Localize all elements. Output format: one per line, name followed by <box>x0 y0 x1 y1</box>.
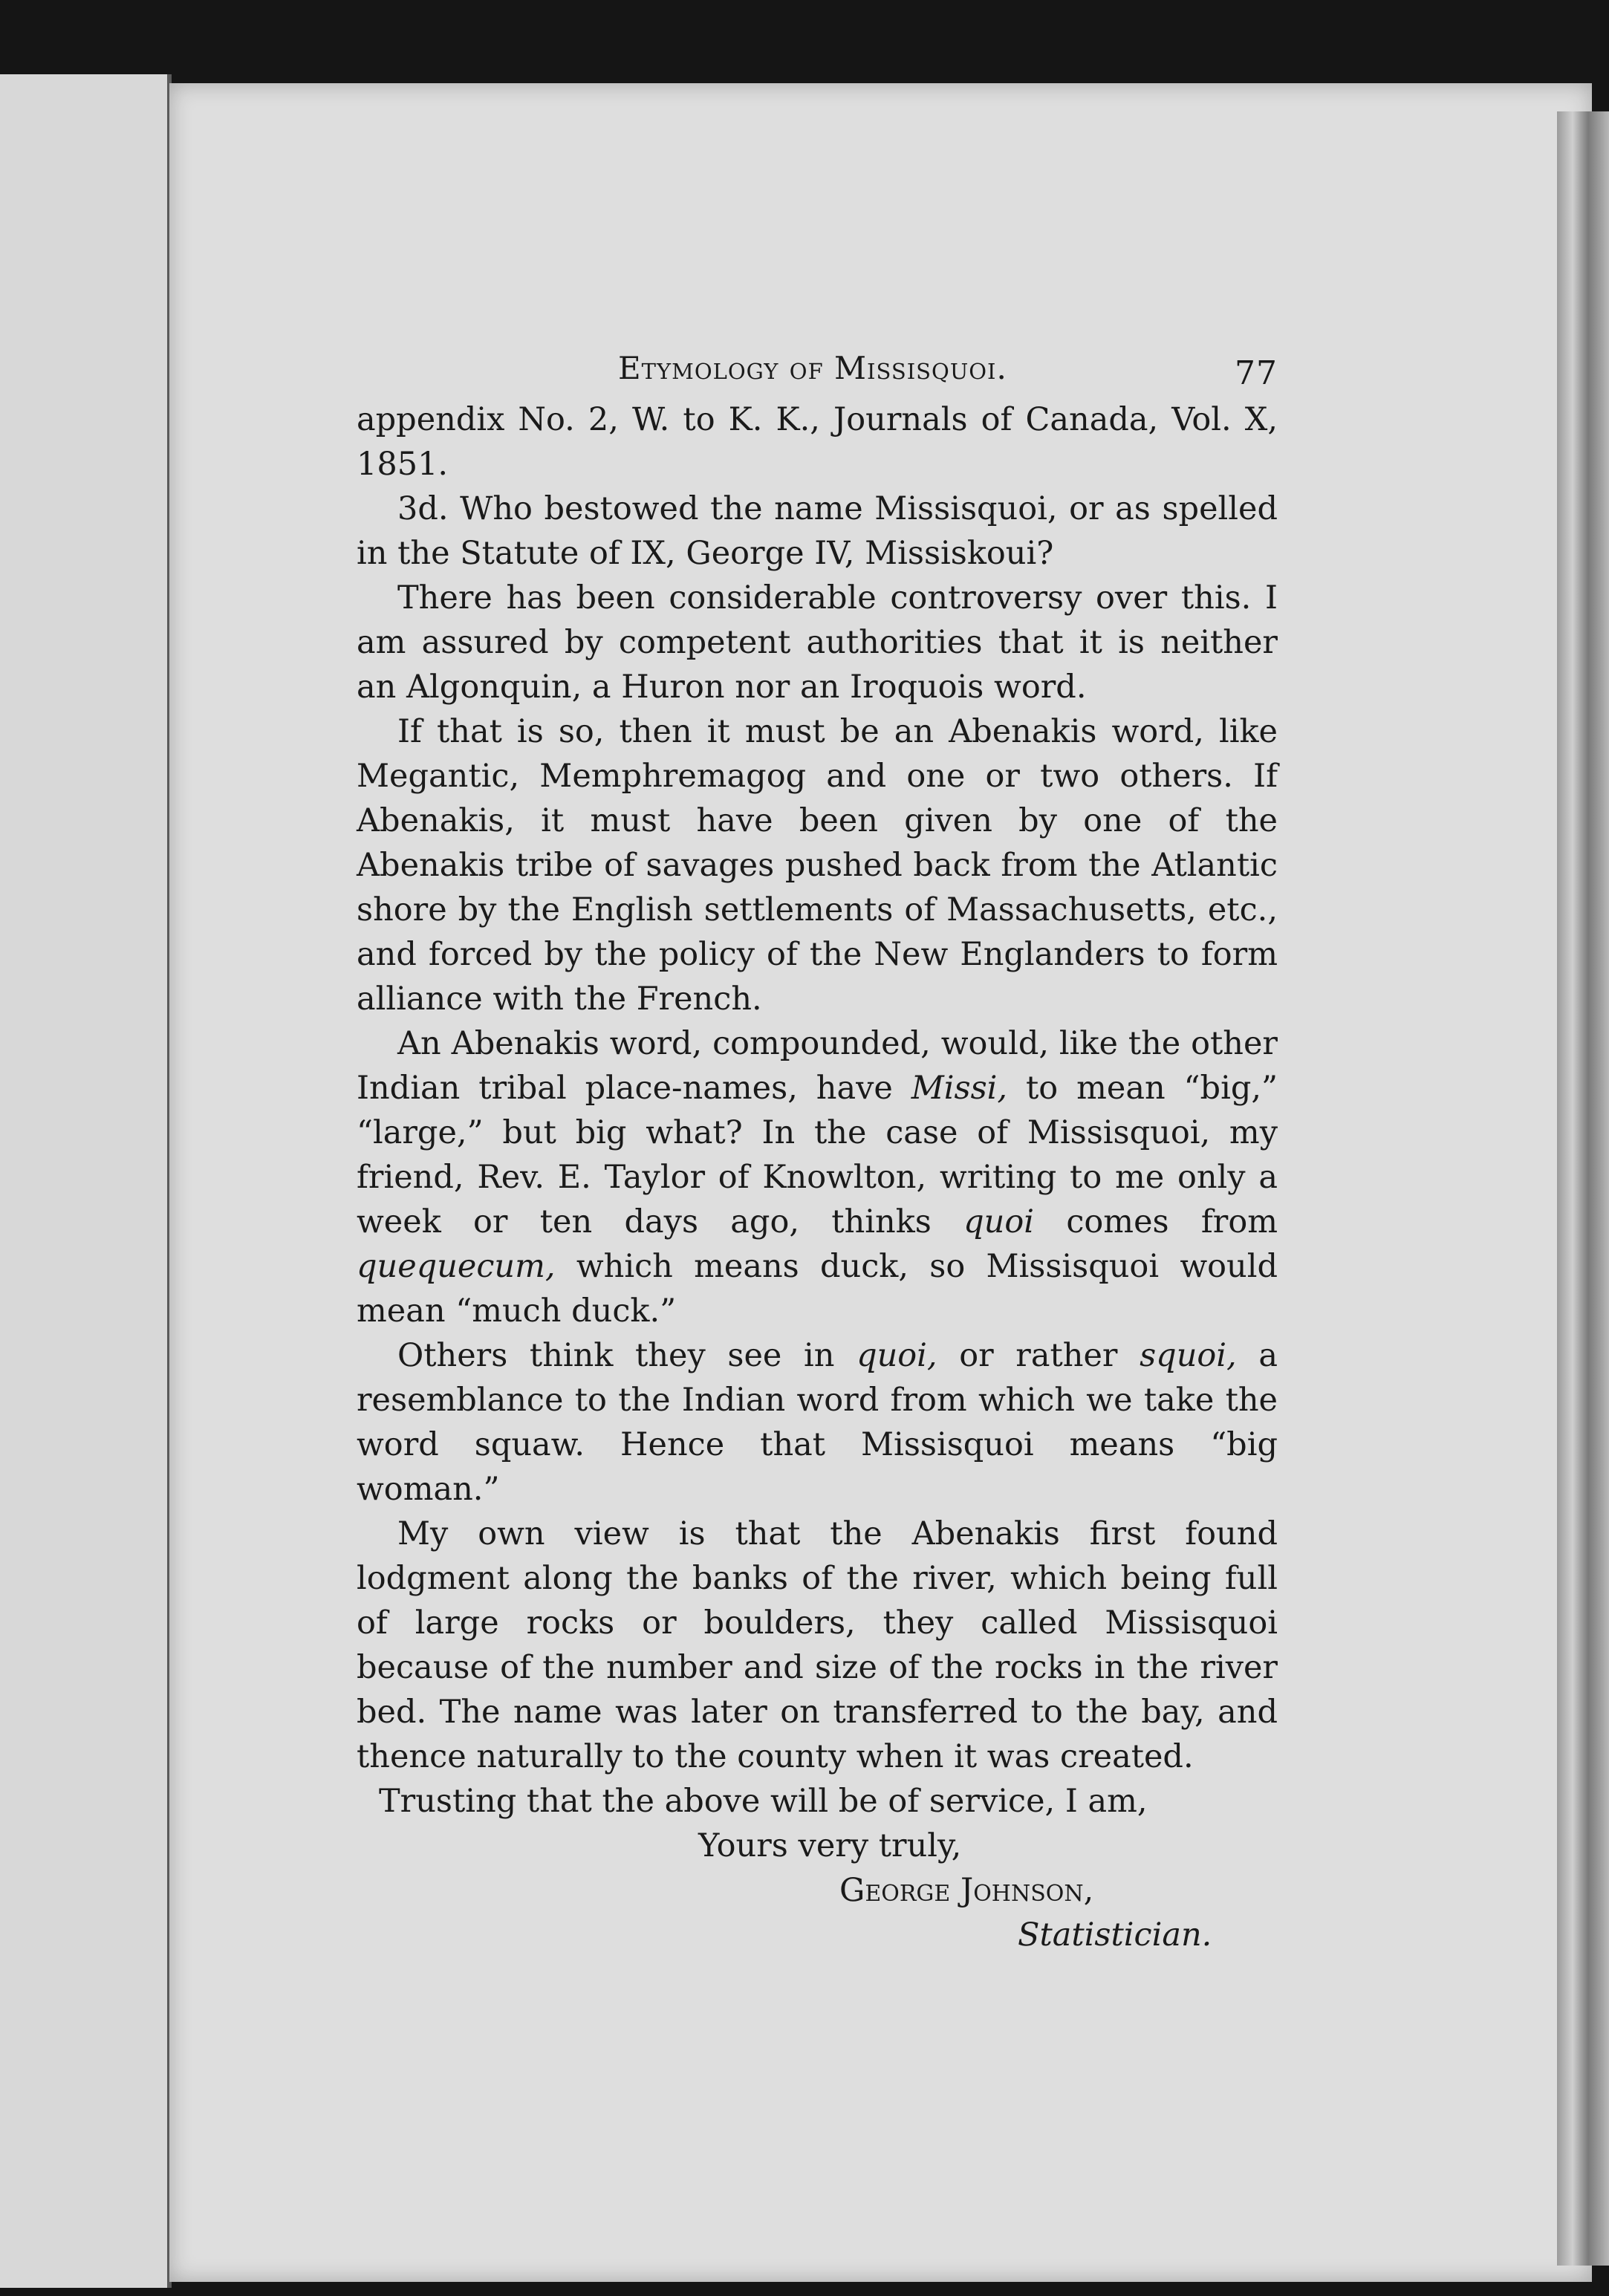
paragraph-2: 3d. Who bestowed the name Missisquoi, or as spelled in the Statute of IX, George IV, Missiskoui? <box>357 490 1278 572</box>
page-stack-edge <box>1557 111 1609 2266</box>
p5-italic-quequecum: quequecum, <box>357 1248 556 1285</box>
p6-text-a: Others think they see in <box>397 1337 857 1374</box>
page-text <box>357 338 1278 1957</box>
p5-italic-quoi: quoi <box>963 1203 1035 1240</box>
paragraph-3: There has been considerable controversy over this. I am assured by competent authorities that it is neither an Algonquin, a Huron nor an Iroquois word. <box>357 579 1278 706</box>
paragraph-6 <box>357 1333 1278 1512</box>
running-title: Etymology of Missisquoi. <box>618 350 1007 386</box>
signature: George Johnson, <box>839 1872 1094 1909</box>
letter-body <box>357 397 1278 1779</box>
p5-text-c: to mean “big,” “large,” but big what? In the case of Missisquoi, my friend, Rev. E. Taylor of Knowlton, writing to me only a week or ten days ago, thinks <box>357 1070 1278 1240</box>
paragraph-4: If that is so, then it must be an Abenakis word, like Megantic, Memphremagog and one or two others. If Abenakis, it must have been given by one of the Abenakis tribe of savages pushed back from the Atlantic shore by the English settlements of Massachusetts, etc., and forced by the policy of the New Englanders to form alliance with the French. <box>357 713 1278 1018</box>
p6-italic-quoi: quoi, <box>856 1337 937 1374</box>
paragraph-7: My own view is that the Abenakis first found lodgment along the banks of the river, which being full of large rocks or boulders, they called Missisquoi because of the number and size of the rocks in the river bed. The name was later on transferred to the bay, and thence naturally to the county when it was created. <box>357 1515 1278 1775</box>
page-number: 77 <box>1235 354 1278 392</box>
paragraph-5 <box>357 1021 1278 1333</box>
signatory-role: Statistician. <box>1018 1916 1212 1954</box>
running-head <box>357 338 1278 397</box>
p5-italic-missi: Missi, <box>911 1070 1008 1107</box>
facing-page-edge <box>0 74 172 2288</box>
p6-text-c: or rather <box>937 1337 1140 1374</box>
paragraph-1: appendix No. 2, W. to K. K., Journals of Canada, Vol. X, 1851. <box>357 401 1278 483</box>
closing-line: Trusting that the above will be of service, I am, <box>379 1783 1148 1820</box>
valediction: Yours very truly, <box>698 1827 962 1864</box>
p6-italic-squoi: squoi, <box>1140 1337 1237 1374</box>
p6-text-e: a resemblance to the Indian word from which we take the word squaw. Hence that Missisquoi means “big woman.” <box>357 1337 1278 1508</box>
p5-text-a: An Abenakis word, compounded, would, like the other Indian tribal place-names, have <box>357 1025 1278 1107</box>
p5-text-g: which means duck, so Missisquoi would mean “much duck.” <box>357 1248 1278 1330</box>
p5-text-e: comes from <box>1034 1203 1278 1240</box>
letter-closing <box>357 1779 1278 1957</box>
